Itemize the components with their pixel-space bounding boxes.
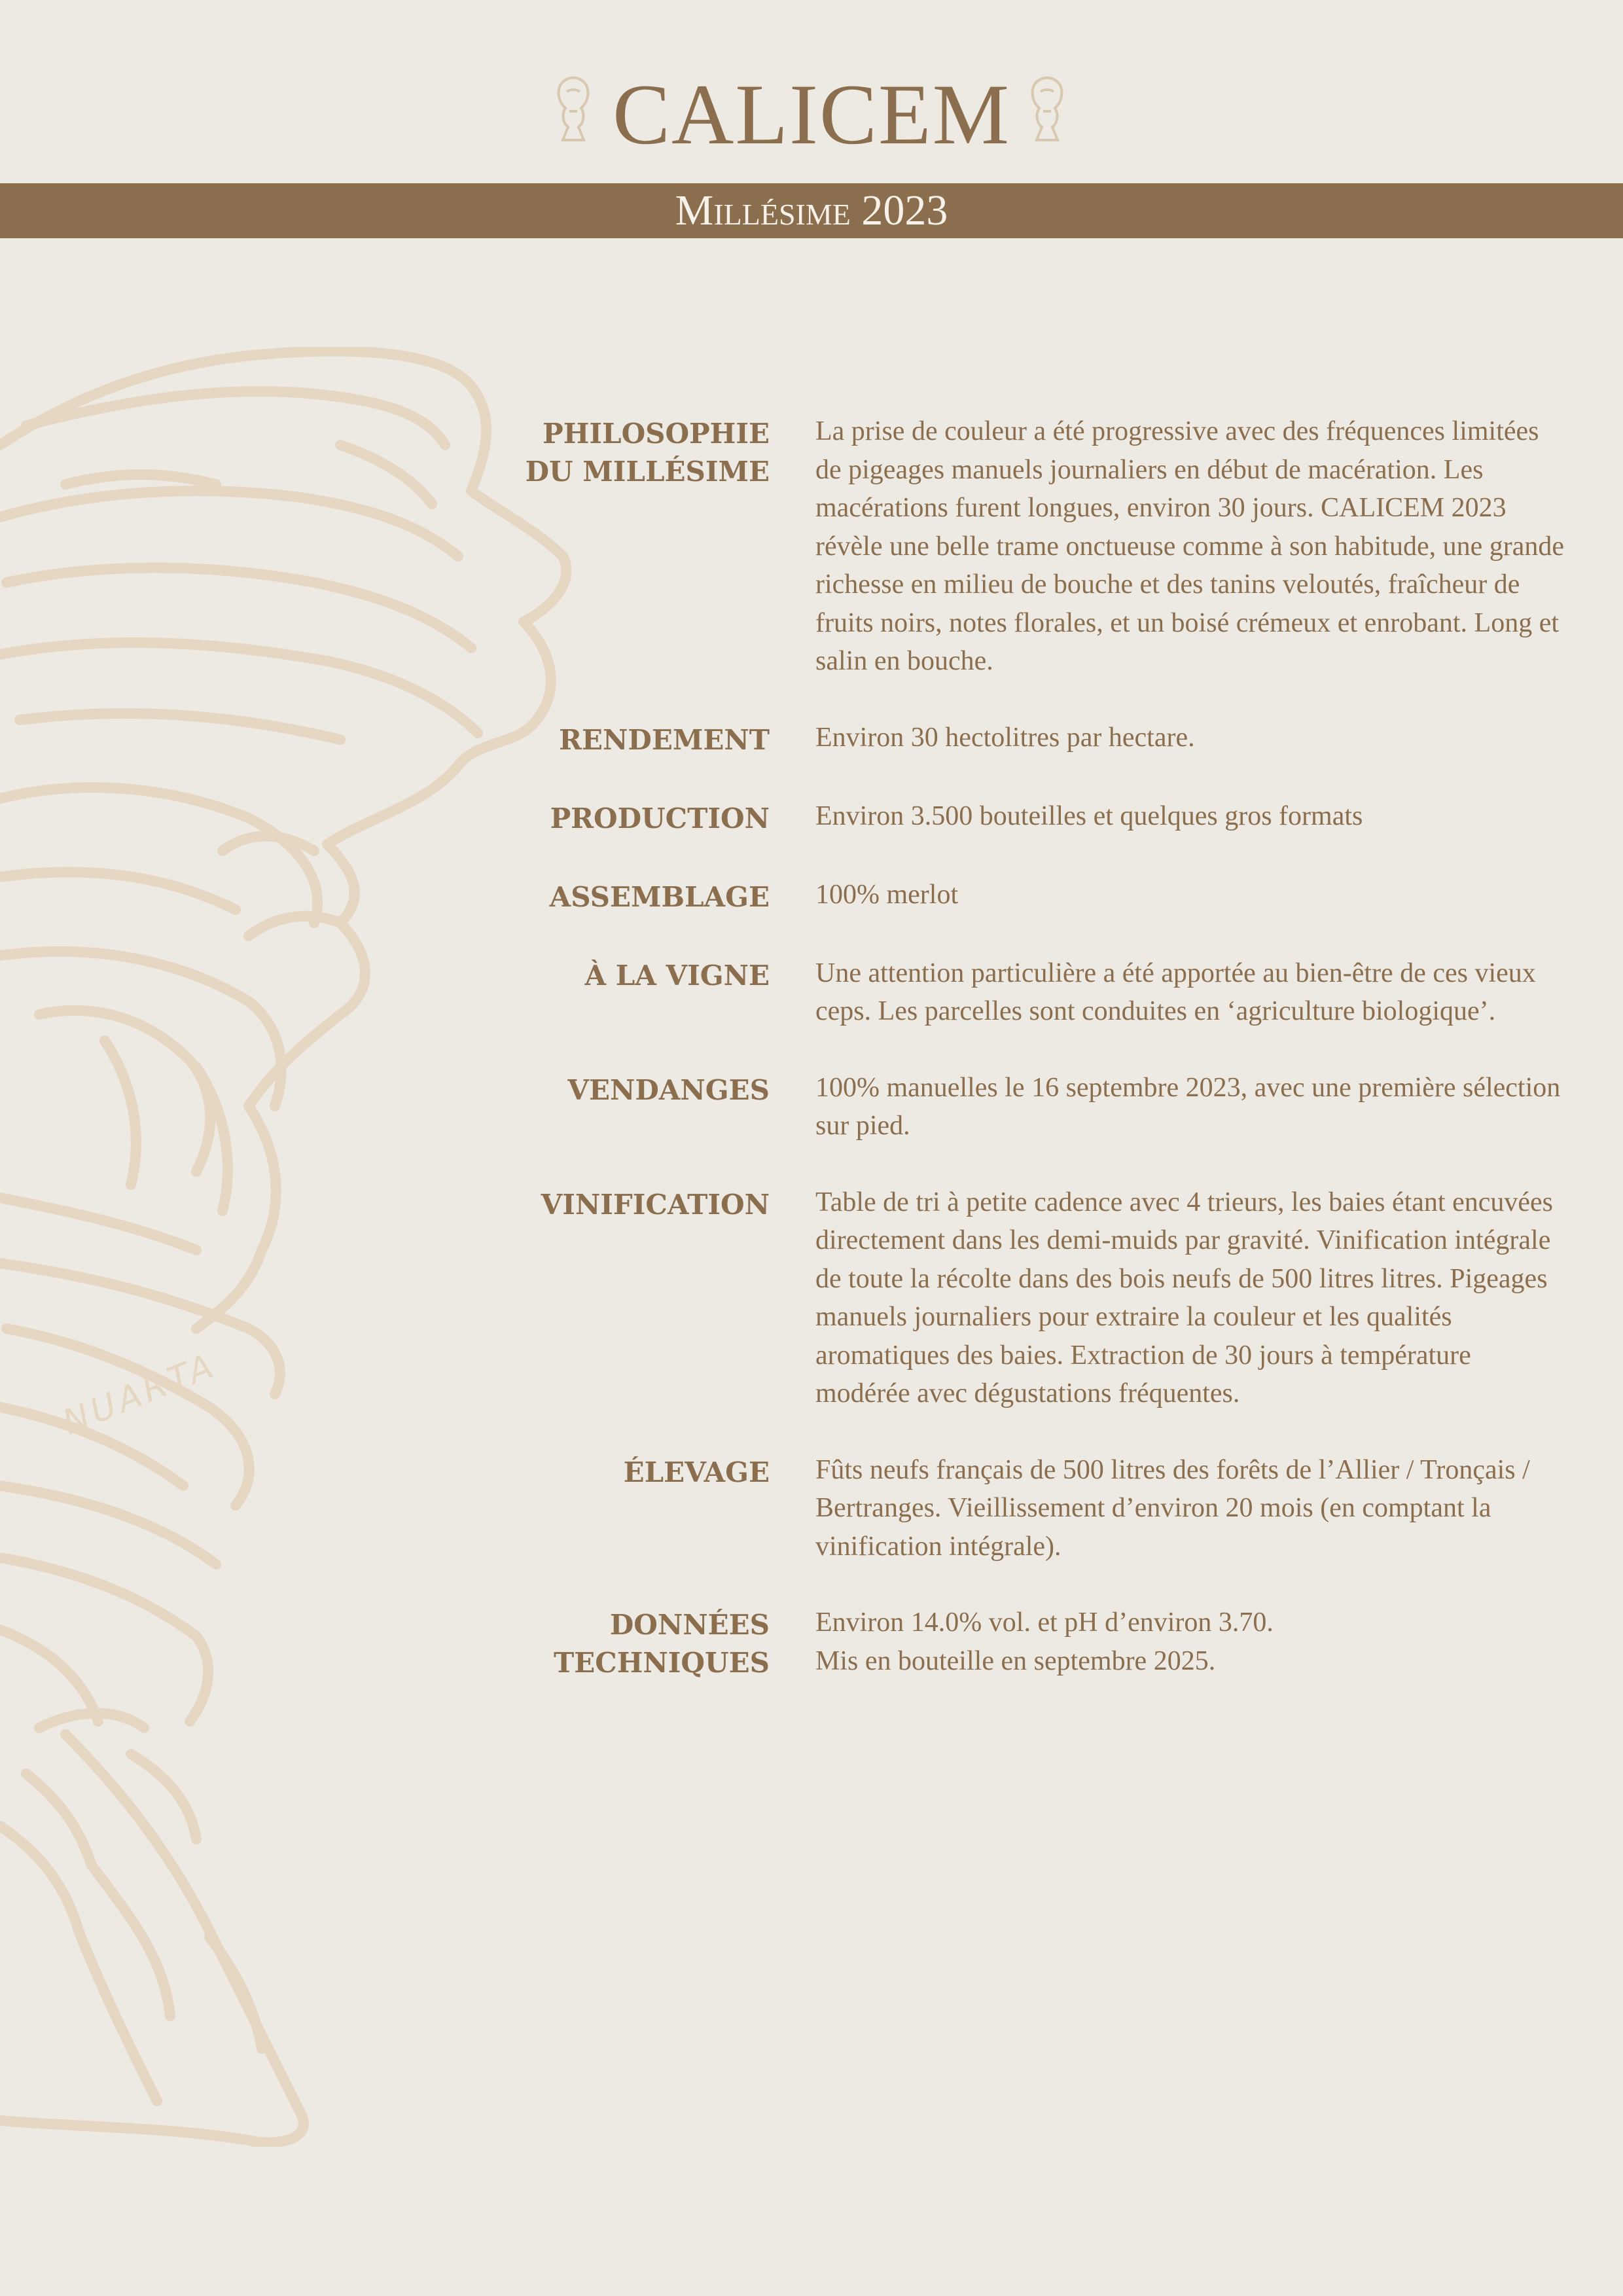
spec-label: VENDANGES <box>567 1073 770 1106</box>
spec-row-elevage <box>497 1451 1571 1566</box>
spec-row-vigne <box>497 954 1571 1031</box>
spec-value: 100% merlot <box>815 879 959 910</box>
sculpted-head-emblem-icon <box>1021 72 1073 144</box>
vintage-label: Millésime 2023 <box>675 187 948 234</box>
spec-label: ASSEMBLAGE <box>549 880 770 913</box>
spec-value: Une attention particulière a été apportée au bien-être de ces vieux ceps. Les parcelles sont conduites en ‘agriculture biologique’. <box>815 958 1536 1026</box>
spec-sheet <box>497 412 1571 1720</box>
spec-row-vinification <box>497 1183 1571 1413</box>
spec-row-assemblage <box>497 876 1571 916</box>
spec-row-vendanges <box>497 1069 1571 1145</box>
header <box>0 59 1623 162</box>
spec-label: VINIFICATION <box>541 1188 770 1221</box>
spec-value: Fûts neufs français de 500 litres des forêts de l’Allier / Tronçais / Bertranges. Vieillissement d’environ 20 mois (en comptant la vinification intégrale). <box>815 1454 1530 1562</box>
spec-label: À LA VIGNE <box>584 959 770 992</box>
spec-label: DONNÉES TECHNIQUES <box>554 1609 770 1679</box>
spec-value: La prise de couleur a été progressive avec des fréquences limitées de pigeages manuels journaliers en début de macération. Les macérations furent longues, environ 30 jours. CALICEM 2023 révèle une belle trame onctueuse comme à son habitude, une grande richesse en milieu de bouche et des tanins veloutés, fraîcheur de fruits noirs, notes florales, et un boisé crémeux et enrobant. Long et salin en bouche. <box>815 416 1565 676</box>
spec-label: RENDEMENT <box>559 723 770 756</box>
brand-title: CALICEM <box>613 66 1010 162</box>
spec-label: PRODUCTION <box>550 802 770 834</box>
spec-value: Environ 3.500 bouteilles et quelques gros formats <box>815 800 1363 831</box>
vintage-band <box>0 183 1623 238</box>
spec-row-donnees-techniques <box>497 1604 1571 1682</box>
spec-value: Table de tri à petite cadence avec 4 trieurs, les baies étant encuvées directement dans les demi-muids par gravité. Vinification intégrale de toute la récolte dans des bois neufs de 500 litres litres. Pigeages manuels journaliers pour extraire la couleur et les qualités aromatiques des baies. Extraction de 30 jours à température modérée avec dégustations fréquentes. <box>815 1187 1553 1408</box>
spec-row-production <box>497 797 1571 838</box>
spec-value: Environ 30 hectolitres par hectare. <box>815 722 1195 753</box>
spec-value: Environ 14.0% vol. et pH d’environ 3.70. Mis en bouteille en septembre 2025. <box>815 1607 1274 1676</box>
spec-label: PHILOSOPHIE DU MILLÉSIME <box>525 418 770 488</box>
spec-row-philosophie <box>497 412 1571 681</box>
spec-label: ÉLEVAGE <box>623 1456 770 1488</box>
illustration-signature: NUARTA <box>57 1345 223 1443</box>
spec-row-rendement <box>497 719 1571 759</box>
spec-value: 100% manuelles le 16 septembre 2023, avec une première sélection sur pied. <box>815 1072 1561 1141</box>
